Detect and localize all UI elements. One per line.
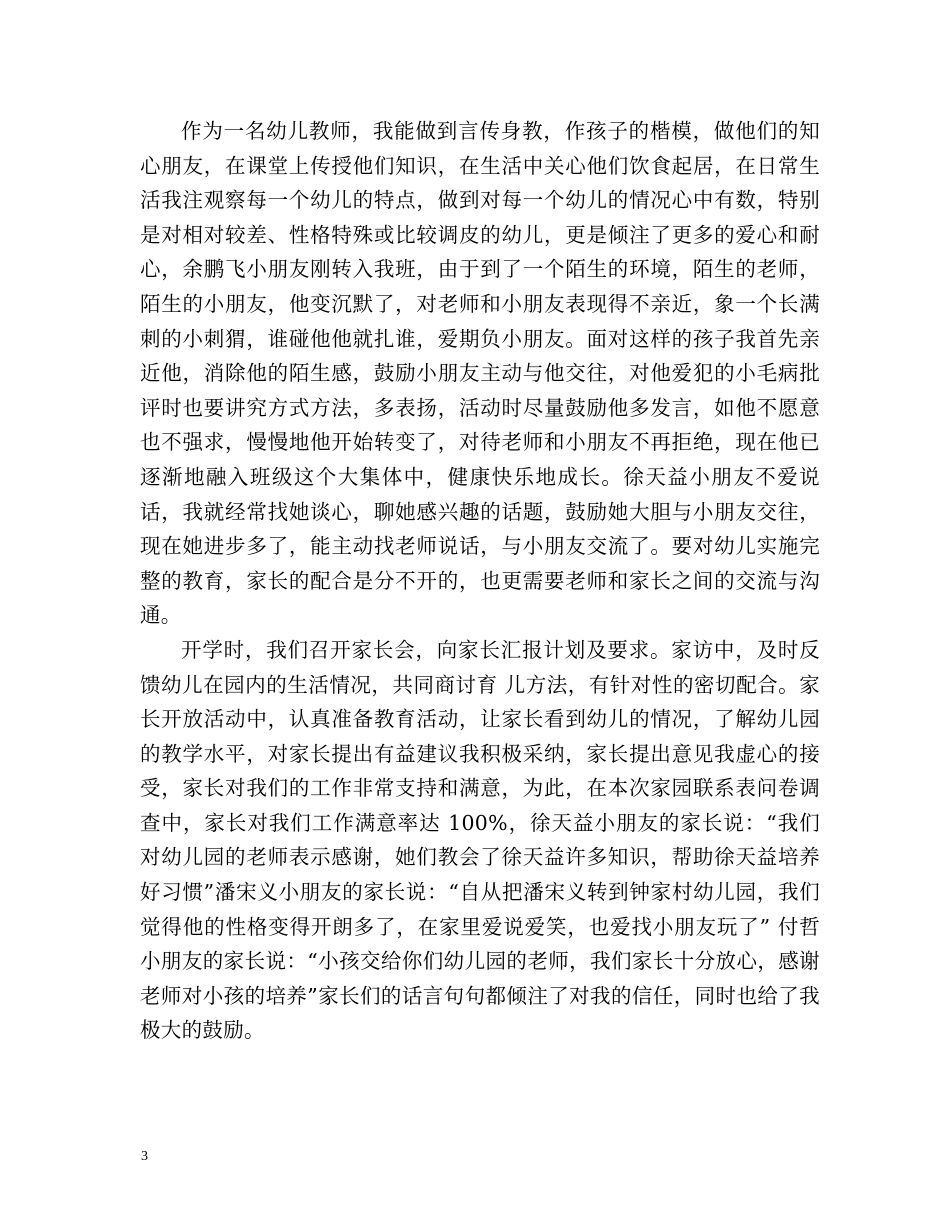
paragraph-2: 开学时，我们召开家长会，向家长汇报计划及要求。家访中，及时反馈幼儿在园内的生活情况，共同商讨育 儿方法，有针对性的密切配合。家长开放活动中，认真准备教育活动，让家长看到幼儿的情况，了解幼儿园的教学水平，对家长提出有益建议我积极采纳，家长提出意见我虚心的接受，家长对我们的工作非常支持和满意，为此，在本次家园联系表问卷调查中，家长对我们工作满意率达 100%，徐天益小朋友的家长说：“我们对幼儿园的老师表示感谢，她们教会了徐天益许多知识，帮助徐天益培养好习惯”潘宋义小朋友的家长说：“自从把潘宋义转到钟家村幼儿园，我们觉得他的性格变得开朗多了，在家里爱说爱笑，也爱找小朋友玩了” 付哲小朋友的家长说：“小孩交给你们幼儿园的老师，我们家长十分放心，感谢老师对小孩的培养”家长们的话言句句都倾注了对我的信任，同时也给了我极大的鼓励。	[140, 637, 820, 1043]
page-number: 3	[141, 1149, 148, 1164]
paragraph-1: 作为一名幼儿教师，我能做到言传身教，作孩子的楷模，做他们的知心朋友，在课堂上传授他们知识，在生活中关心他们饮食起居，在日常生活我注观察每一个幼儿的特点，做到对每一个幼儿的情况心中有数，特别是对相对较差、性格特殊或比较调皮的幼儿，更是倾注了更多的爱心和耐心，余鹏飞小朋友刚转入我班，由于到了一个陌生的环境，陌生的老师，陌生的小朋友，他变沉默了，对老师和小朋友表现得不亲近，象一个长满刺的小刺猬，谁碰他他就扎谁，爱期负小朋友。面对这样的孩子我首先亲近他，消除他的陌生感，鼓励小朋友主动与他交往，对他爱犯的小毛病批评时也要讲究方式方法，多表扬，活动时尽量鼓励他多发言，如他不愿意也不强求，慢慢地他开始转变了，对待老师和小朋友不再拒绝，现在他已逐渐地融入班级这个大集体中，健康快乐地成长。徐天益小朋友不爱说话，我就经常找她谈心，聊她感兴趣的话题，鼓励她大胆与小朋友交往，现在她进步多了，能主动找老师说话，与小朋友交流了。要对幼儿实施完整的教育，家长的配合是分不开的，也更需要老师和家长之间的交流与沟通。	[140, 119, 820, 628]
body-text	[140, 114, 820, 1048]
